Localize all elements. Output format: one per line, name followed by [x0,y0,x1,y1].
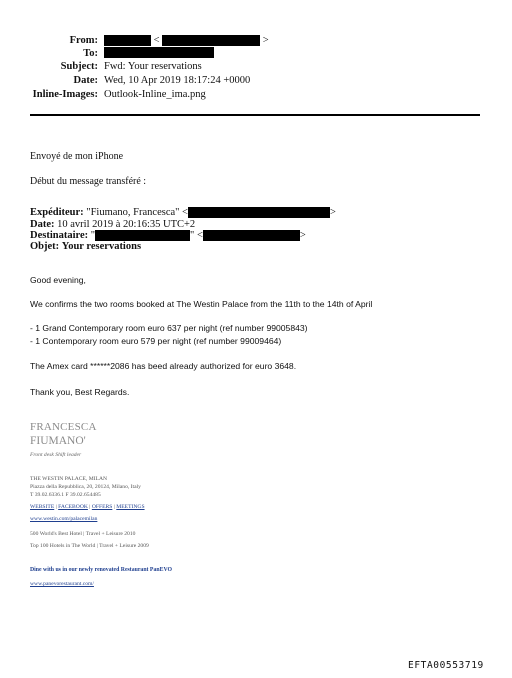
offers-link[interactable]: OFFERS [91,504,113,510]
greeting: Good evening, [30,275,86,285]
website-link[interactable]: WEBSITE [30,504,55,510]
award-2: Top 100 Hotels in The World | Travel + Leisure 2009 [30,543,149,549]
redaction-bar [104,47,214,58]
sent-from-line: Envoyé de mon iPhone [30,151,124,162]
date-label: Date: [73,75,98,86]
redaction-bar [162,35,260,46]
hotel-phone: T 39.02.6336.1 F 39.02.654485 [30,492,101,498]
date-value: Wed, 10 Apr 2019 18:17:24 +0000 [104,75,251,86]
to-value [104,47,214,58]
forwarded-date: Date: 10 avril 2019 à 20:16:35 UTC+2 [30,219,196,230]
room-item-1: - 1 Grand Contemporary room euro 637 per night (ref number 99005843) [30,323,308,333]
signature-first-name: FRANCESCA [30,421,97,433]
hotel-links: WEBSITE | FACEBOOK | OFFERS | MEETINGS [30,504,145,510]
forwarded-line: Début du message transféré : [30,176,147,187]
to-label: To: [83,48,98,59]
westin-url-link[interactable]: www.westin.com/palacemilan [30,516,98,522]
document-id: EFTA00553719 [408,660,484,671]
from-value: < > [104,35,269,46]
redaction-bar [188,207,330,218]
inline-images-value: Outlook-Inline_ima.png [104,89,206,100]
panevo-link[interactable]: www.panevorestaurant.com/ [30,581,94,587]
amex-line: The Amex card ******2086 has beed already authorized for euro 3648. [30,361,297,371]
hotel-name: THE WESTIN PALACE, MILAN [30,476,108,482]
forwarded-sender: Expéditeur: "Fiumano, Francesca" < > [30,207,336,218]
forwarded-object: Objet: Your reservations [30,241,142,252]
signature-title: Front desk Shift leader [30,452,82,458]
signature-last-name: FIUMANO' [30,435,86,447]
award-1: 500 World's Best Hotel | Travel + Leisure 2010 [30,531,136,537]
redaction-bar [104,35,151,46]
from-label: From: [69,35,98,46]
inline-images-label: Inline-Images: [32,89,98,100]
westin-url [30,516,97,522]
dine-line: Dine with us in our newly renovated Restaurant PanEVO [30,567,173,573]
dine-url [30,581,94,587]
room-item-2: - 1 Contemporary room euro 579 per night (ref number 99009464) [30,336,282,346]
hotel-address: Piazza della Repubblica, 20, 20124, Milano, Italy [30,484,141,490]
meetings-link[interactable]: MEETINGS [116,504,145,510]
subject-label: Subject: [60,61,98,72]
subject-value: Fwd: Your reservations [104,61,202,72]
redaction-bar [95,230,190,241]
header-divider [30,114,480,116]
thanks-line: Thank you, Best Regards. [30,387,130,397]
forwarded-recipient: Destinataire: " " < > [30,230,306,241]
redaction-bar [203,230,300,241]
confirmation-line: We confirms the two rooms booked at The Westin Palace from the 11th to the 14th of April [30,299,373,309]
facebook-link[interactable]: FACEBOOK [58,504,88,510]
